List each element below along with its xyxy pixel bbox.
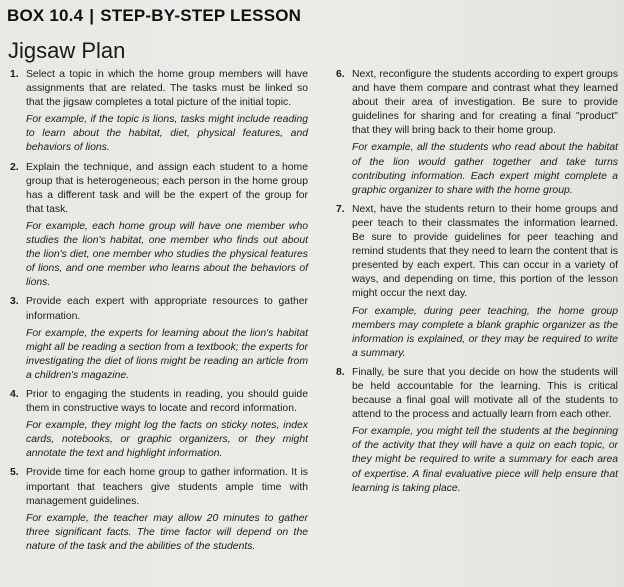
step-instruction: Prior to engaging the students in reading, you should guide them in constructive ways to locate and record information.: [26, 388, 308, 415]
step-instruction: Select a topic in which the home group members will have assignments that are related. The tasks must be linked so that the jigsaw completes a total picture of the initial topic.: [26, 69, 308, 109]
step-6: [330, 68, 618, 198]
box-title: STEP-BY-STEP LESSON: [100, 6, 302, 25]
step-instruction: Next, reconfigure the students according to expert groups and have them compare and contrast what they learned about their area of investigation. Be sure to provide guidelines for sharing and for creating a final "product" that they will bring back to their home group.: [352, 69, 618, 137]
step-example: For example, they might log the facts on sticky notes, index cards, notebooks, or graphic organizers, or they might annotate the text and highlight information.: [26, 420, 308, 460]
step-example: For example, all the students who read about the habitat of the lion would gather together and take turns contributing information. Each expert might complete a graphic organizer to share with the home group.: [352, 142, 618, 196]
step-number: 1.: [10, 69, 19, 80]
step-instruction: Provide time for each home group to gather information. It is important that teachers give students ample time with management guidelines.: [26, 467, 308, 507]
header-separator: |: [89, 6, 95, 25]
step-number: 6.: [336, 69, 345, 80]
step-8: [330, 366, 618, 496]
step-instruction: Finally, be sure that you decide on how the students will be held accountable for the learning. This is critical because a final goal will motivate all of the students to attend to the process and actually learn from each other.: [352, 366, 618, 421]
left-column: [4, 68, 308, 559]
step-example: For example, the teacher may allow 20 minutes to gather three significant facts. The time factor will depend on the nature of the task and the abilities of the students.: [26, 512, 308, 552]
step-number: 4.: [10, 388, 19, 400]
step-example: For example, during peer teaching, the home group members may complete a blank graphic organizer as the information is explained, or they may be required to write a summary.: [352, 305, 618, 359]
box-header: [7, 6, 301, 26]
box-label: BOX 10.4: [7, 6, 84, 25]
lesson-title: Jigsaw Plan: [8, 38, 126, 63]
step-number: 5.: [10, 467, 19, 479]
step-2: [4, 161, 308, 291]
step-example: For example, each home group will have one member who studies the lion's habitat, one member who finds out about the lion's diet, one member who studies the physical features of lions, and one member who learns about the behaviors of lions.: [26, 220, 308, 289]
step-instruction: Explain the technique, and assign each student to a home group that is heterogeneous; each person in the home group has a different task and will be the expert of the group for that task.: [26, 161, 308, 215]
step-number: 2.: [10, 161, 19, 173]
step-3: [4, 295, 308, 383]
step-7: [330, 203, 618, 361]
step-number: 7.: [336, 203, 345, 215]
step-instruction: Provide each expert with appropriate resources to gather information.: [26, 296, 308, 322]
step-example: For example, you might tell the students at the beginning of the activity that they will have a quiz on each topic, or they might be required to write a summary for each area of expertise. A final evaluative piece will help ensure that learning is taking place.: [352, 426, 618, 494]
step-5: [4, 466, 308, 554]
step-example: For example, the experts for learning about the lion's habitat might all be reading a section from a textbook; the experts for investigating the diet of lions might be reading an article from a children's magazine.: [26, 327, 308, 381]
step-1: [4, 68, 308, 156]
step-4: [4, 388, 308, 461]
step-instruction: Next, have the students return to their home groups and peer teach to their classmates the information learned. Be sure to provide guidelines for peer teaching and remind students that they need to learn the content that is presented by each expert. This can occur in a variety of ways, and depending on time, this portion of the lesson might occur the next day.: [352, 203, 618, 300]
right-column: [330, 68, 618, 501]
step-number: 3.: [10, 296, 19, 308]
step-example: For example, if the topic is lions, tasks might include reading to learn about the habitat, diet, physical features, and behaviors of lions.: [26, 114, 308, 154]
step-number: 8.: [336, 366, 345, 378]
